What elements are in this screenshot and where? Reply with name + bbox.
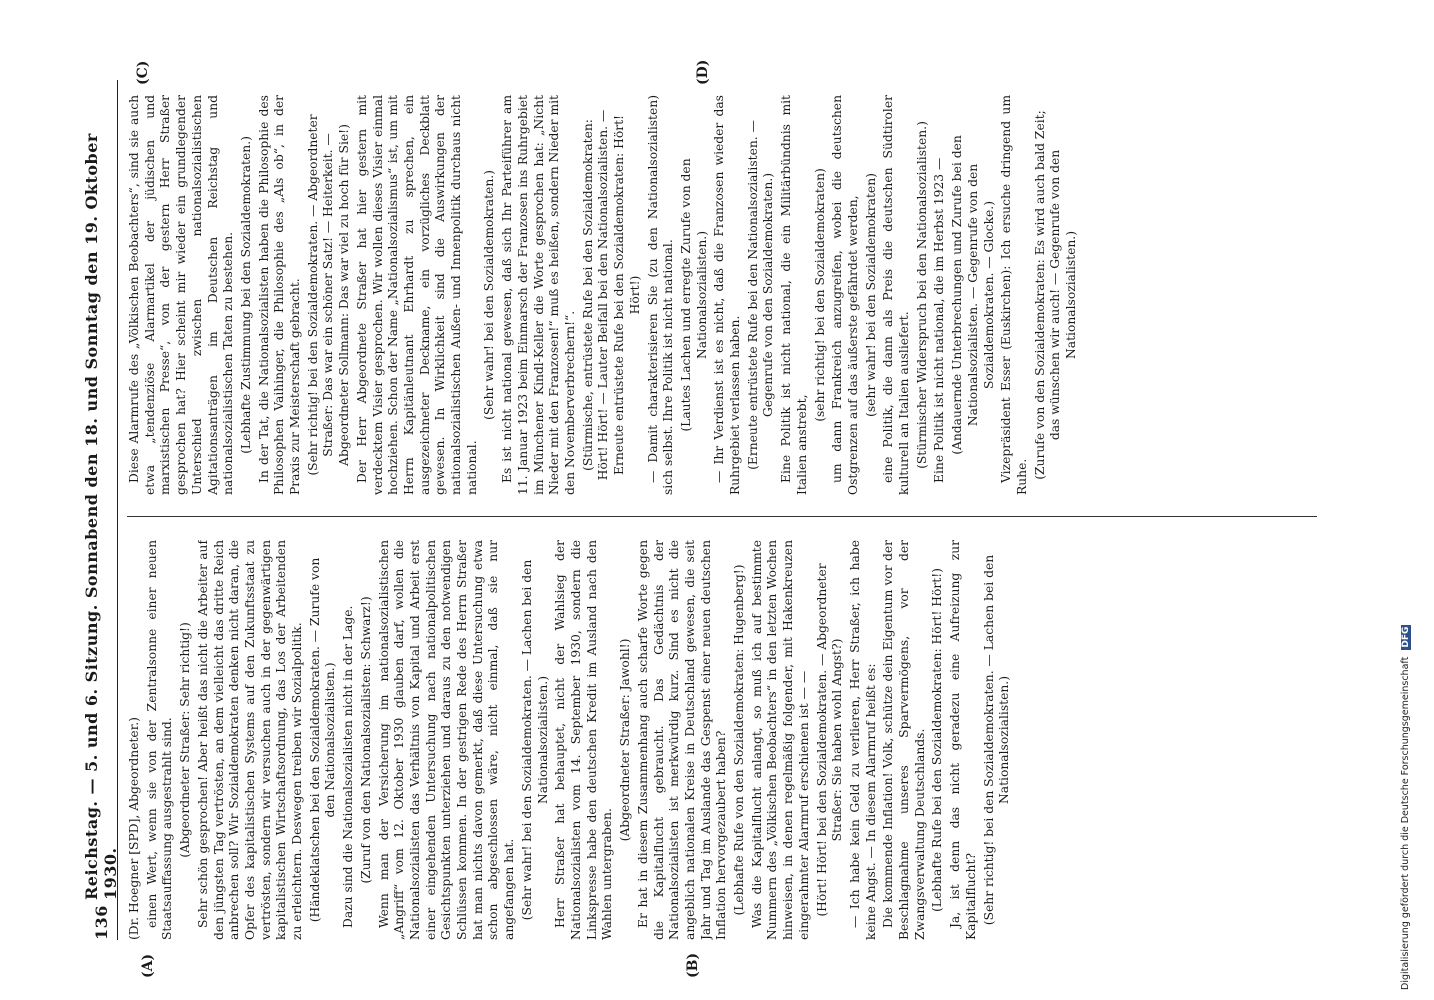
interjection: (sehr richtig! bei den Sozialdemokraten) — [812, 168, 827, 422]
paragraph: Dazu sind die Nationalsozialisten nicht in der Lage. — [341, 605, 356, 928]
paragraph: Es ist nicht national gewesen, daß sich Ihr Parteiführer am 11. Januar 1923 beim Einmarsch der Franzosen ins Ruhrgebiet im Münchener Kindl-Keller die Worte gesprochen hat: „Nicht Nieder mit den Franzosen!“ muß es heißen, sondern Nieder mit den Novemberverbrechern!“. — [500, 95, 577, 495]
dfg-logo: DFG — [1401, 626, 1411, 648]
interjection: (Erneute entrüstete Rufe bei den Nationalsozialisten. — Gegenrufe von den Sozialdemokraten.) — [745, 120, 776, 470]
digitization-notice: Digitalisierung gefördert durch die Deutsche Forschungsgemeinschaft — [1400, 656, 1411, 990]
right-column — [127, 95, 1322, 495]
interjection: (Stürmischer Widerspruch bei den Nationalsozialisten.) — [914, 121, 929, 469]
interjection: (Händeklatschen bei den Sozialdemokraten. — Zurufe von den Nationalsozialisten.) — [307, 557, 338, 923]
interjection: (Sehr wahr! bei den Sozialdemokraten. — Lachen bei den Nationalsozialisten.) — [519, 559, 550, 921]
interjection: (Sehr richtig! bei den Sozialdemokraten. — Lachen bei den Nationalsozialisten.) — [981, 554, 1012, 926]
interjection: (Zurufe von den Sozialdemokraten: Es wird auch bald Zeit; das wünschen wir auch! — Gegenrufe von den Nationalsozialisten.) — [1032, 110, 1079, 480]
margin-mark-b: (B) — [685, 952, 701, 978]
interjection: (Abgeordneter Straßer: Sehr richtig!) — [178, 622, 193, 858]
interjection: (Lebhafte Zustimmung bei den Sozialdemokraten.) — [238, 136, 253, 454]
interjection: (Hört! Hört! bei den Sozialdemokraten. — Abgeordneter Straßer: Sie haben wohl Angst?) — [814, 563, 845, 917]
interjection: (Andauernde Unterbrechungen und Zurufe bei den Nationalsozialisten. — Gegenrufe von den Sozialdemokraten. — Glocke.) — [950, 135, 996, 455]
paragraph: eine Politik, die dann als Preis die deutschen Südtiroler kulturell an Italien ausliefert. — [881, 95, 912, 495]
paragraph: Eine Politik ist nicht national, die im Herbst 1923 — — [932, 157, 947, 483]
paragraph: In der Tat, die Nationalsozialisten haben die Philosophie des Philosophen Vaihinger, die Philosophie des „Als ob“, in der Praxis zur Meisterschaft gebracht. — [256, 95, 303, 495]
interjection: (Zuruf von den Nationalsozialisten: Schwarz!) — [358, 596, 373, 884]
interjection: (Stürmische, entrüstete Rufe bei den Sozialdemokraten: Hört! Hört! — Lauter Beifall bei den Nationalsozialisten. — Erneute entrüstete Rufe bei den Sozialdemokraten: Hört! Hört!) — [580, 109, 642, 481]
margin-mark-d: (D) — [695, 59, 711, 85]
margin-mark-c: (C) — [135, 60, 151, 85]
paragraph: Vizepräsident Esser (Euskirchen): Ich ersuche dringend um Ruhe. — [999, 95, 1029, 495]
interjection: (Abgeordneter Straßer: Jawohl!) — [618, 638, 633, 842]
digitization-footer — [1400, 625, 1411, 990]
page-title: Reichstag. — 5. und 6. Sitzung. Sonnabend den 18. und Sonntag den 19. Oktober 1930. — [82, 133, 120, 900]
column-divider — [127, 516, 1317, 517]
interjection: (Lautes Lachen und erregte Zurufe von den Nationalsozialisten.) — [678, 158, 709, 432]
paragraph: — Damit charakterisieren Sie (zu den Nationalsozialisten) sich selbst. Ihre Politik ist nicht national. — [645, 95, 676, 495]
paragraph: Wenn man der Versicherung im nationalsozialistischen „Angriff“ vom 12. Oktober 1930 glauben darf, wollen die Nationalsozialisten das Verhältnis von Kapital und Arbeit erst einer eingehenden Untersuchung nach nationalpolitischen Gesichtspunkten unterziehen und daraus zu den notwendigen Schlüssen kommen. In der gestrigen Rede des Herrn Straßer hat man nichts davon gemerkt, daß diese Untersuchung etwa schon abgeschlossen wäre, nicht einmal, daß sie nur angefangen hat. — [376, 540, 517, 940]
paragraph: Er hat in diesem Zusammenhang auch scharfe Worte gegen die Kapitalflucht gebraucht. Das Gedächtnis der Nationalsozialisten ist merkwürdig kurz. Sind es nicht die angeblich nationalen Kreise in Deutschland gewesen, die seit Jahr und Tag im Auslande das Gespenst einer neuen deutschen Inflation hervorgezaubert haben? — [635, 540, 729, 940]
interjection: (Sehr richtig! bei den Sozialdemokraten. — Abgeordneter Straßer: Das war ein schöner Satz! — Heiterkeit. — Abgeordneter Sollmann: Das war viel zu hoch für Sie!) — [305, 114, 352, 476]
paragraph: Der Herr Abgeordnete Straßer hat hier gestern mit verdecktem Visier gesprochen. Wir wollen dieses Visier einmal hochziehen. Schon der Name „Nationalsozialismus“ ist, um mit Herrn Kapitänleutnant Ehrhardt zu sprechen, ein ausgezeichneter Deckname, ein vorzügliches Deckblatt gewesen. In Wirklichkeit sind die Auswirkungen der nationalsozialistischen Außen- und Innenpolitik durchaus nicht national. — [354, 95, 479, 495]
paragraph: einen Wert, wenn sie von der Zentralsonne einer neuen Staatsauffassung ausgestrahlt sind. — [144, 540, 175, 940]
paragraph: Sehr schön gesprochen! Aber heißt das nicht die Arbeiter auf den jüngsten Tag vertrösten, an dem vielleicht das dritte Reich anbrechen soll? Wir Sozialdemokraten denken nicht daran, die Opfer des kapitalistischen Systems auf den Zukunftsstaat zu vertrösten, sondern wir versuchen auch in der gegenwärtigen kapitalistischen Wirtschaftsordnung, das Los der Arbeitenden zu erleichtern. Deswegen treiben wir Sozialpolitik. — [195, 540, 305, 940]
paragraph: (Dr. Hoegner [SPD], Abgeordneter.) — [127, 717, 141, 940]
page-header — [82, 80, 120, 940]
paragraph: Herr Straßer hat behauptet, nicht der Wahlsieg der Nationalsozialisten vom 14. September 1930, sondern die Linkspresse habe den deutschen Kredit im Ausland nach den Wahlen untergraben. — [553, 540, 615, 940]
document-page — [82, 59, 1340, 978]
paragraph: Ja, ist denn das nicht geradezu eine Aufreizung zur Kapitalflucht? — [948, 540, 978, 940]
paragraph: Die kommende Inflation! Volk, schütze dein Eigentum vor der Beschlagnahme unseres Sparvermögens, vor der Zwangsverwaltung Deutschlands. — [881, 540, 927, 940]
paragraph: Eine Politik ist nicht national, die ein Militärbündnis mit Italien anstrebt, — [779, 95, 809, 495]
interjection: (Lebhafte Rufe von den Sozialdemokraten: Hugenberg!) — [732, 564, 747, 916]
margin-mark-a: (A) — [140, 953, 156, 978]
interjection: (Lebhafte Rufe bei den Sozialdemokraten: Hört! Hört!) — [930, 568, 945, 912]
paragraph: — Ich habe kein Geld zu verlieren, Herr Straßer, ich habe keine Angst. — In diesem Alarmruf heißt es: — [847, 540, 878, 940]
interjection: (sehr wahr! bei den Sozialdemokraten) — [863, 173, 878, 417]
page-number: 136 — [91, 905, 111, 940]
paragraph: um dann Frankreich anzugreifen, wobei die deutschen Ostgrenzen auf das äußerste gefährdet werden, — [830, 95, 860, 495]
paragraph: Was die Kapitalflucht anlangt, so muß ich auf bestimmte Nummern des „Völkischen Beobachters“ in den letzten Wochen hinweisen, in denen regelmäßig folgender, mit Hakenkreuzen eingerahmter Alarmruf erschienen ist — — — [749, 540, 811, 940]
left-column — [127, 540, 1322, 940]
paragraph: — Ihr Verdienst ist es nicht, daß die Franzosen wieder das Ruhrgebiet verlassen haben. — [712, 95, 743, 495]
interjection: (Sehr wahr! bei den Sozialdemokraten.) — [482, 170, 497, 420]
paragraph: Diese Alarmrufe des „Völkischen Beobachters“, sind sie auch etwa „tendenziöse Alarmartikel der jüdischen und marxistischen Presse“, von der gestern Herr Straßer gesprochen hat? Hier scheint mir wieder ein grundlegender Unterschied zwischen nationalsozialistischen Agitationsanträgen im Deutschen Reichstag und nationalsozialistischen Taten zu bestehen. — [127, 95, 236, 495]
